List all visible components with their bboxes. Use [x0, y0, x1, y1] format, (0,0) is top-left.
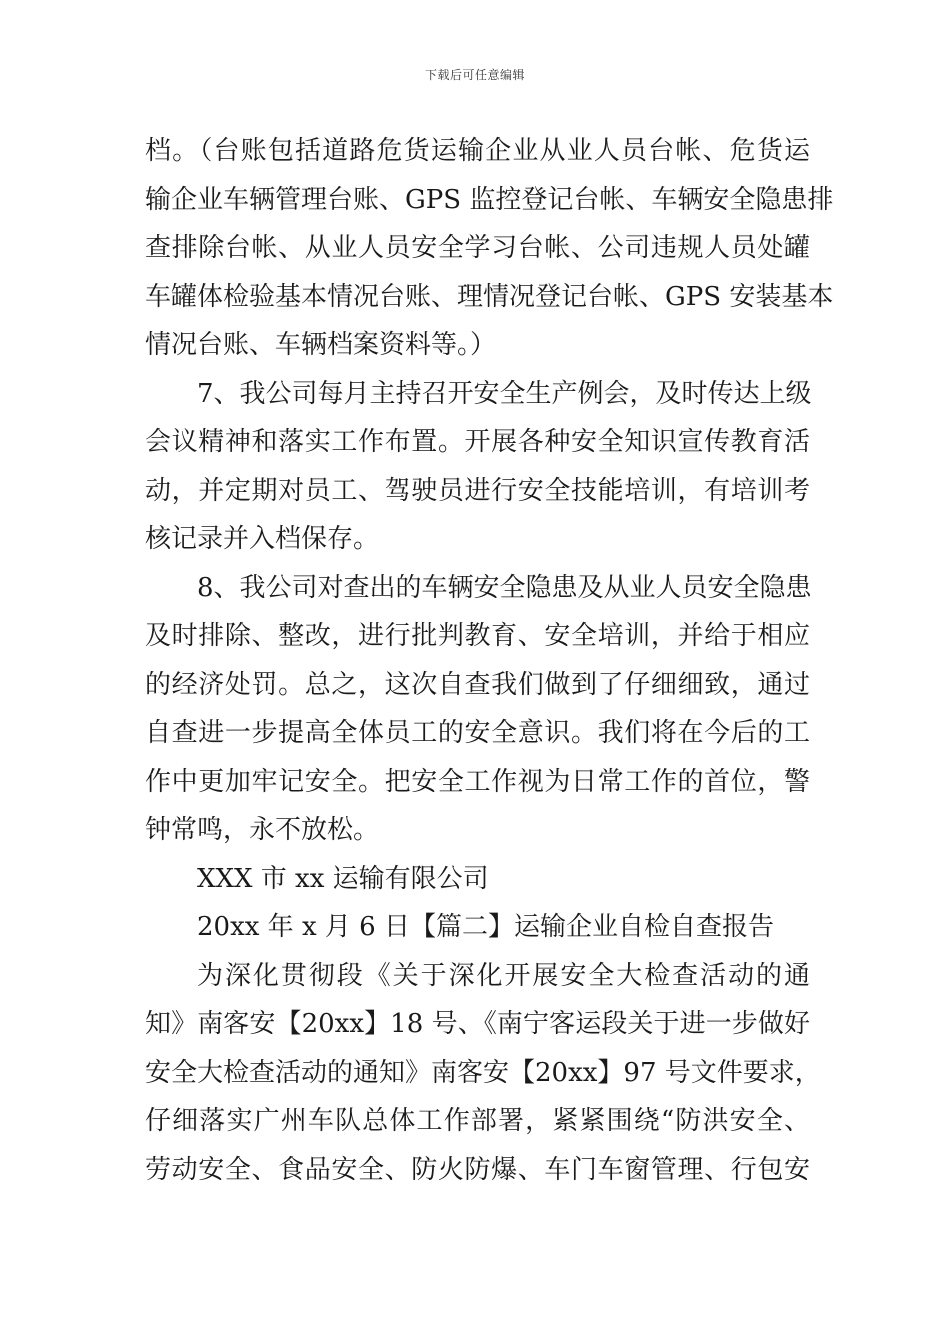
text-line: 车罐体检验基本情况台账、理情况登记台帐、GPS 安装基本 [145, 281, 834, 312]
text-line: 动，并定期对员工、驾驶员进行安全技能培训，有培训考 [145, 475, 810, 506]
date-and-section-title: 20xx 年 x 月 6 日【篇二】运输企业自检自查报告 [197, 912, 774, 942]
company-name: XXX 市 xx 运输有限公司 [197, 863, 489, 894]
text-line: 会议精神和落实工作布置。开展各种安全知识宣传教育活 [145, 427, 810, 457]
document-body [145, 127, 834, 1194]
text-line: 输企业车辆管理台账、GPS 监控登记台帐、车辆安全隐患排 [145, 184, 834, 215]
text-line: 8、我公司对查出的车辆安全隐患及从业人员安全隐患 [197, 572, 812, 603]
text-line: 档。（台账包括道路危货运输企业从业人员台帐、危货运 [145, 136, 810, 166]
text-line: 劳动安全、食品安全、防火防爆、车门车窗管理、行包安 [145, 1154, 810, 1185]
text-line: 及时排除、整改，进行批判教育、安全培训，并给于相应 [145, 621, 810, 651]
text-line: 的经济处罚。总之，这次自查我们做到了仔细细致，通过 [145, 669, 810, 700]
page-header: 下载后可任意编辑 [424, 68, 525, 82]
text-line: 核记录并入档保存。 [145, 524, 380, 554]
text-line: 钟常鸣，永不放松。 [145, 815, 380, 845]
text-line: 自查进一步提高全体员工的安全意识。我们将在今后的工 [145, 718, 810, 748]
text-line: 为深化贯彻段《关于深化开展安全大检查活动的通 [197, 960, 810, 991]
text-line: 安全大检查活动的通知》南客安【20xx】97 号文件要求， [145, 1057, 821, 1088]
text-line: 查排除台帐、从业人员安全学习台帐、公司违规人员处罐 [145, 233, 810, 263]
text-line: 作中更加牢记安全。把安全工作视为日常工作的首位，警 [145, 766, 810, 797]
text-line: 仔细落实广州车队总体工作部署，紧紧围绕“防洪安全、 [145, 1106, 810, 1136]
text-line: 知》南客安【20xx】18 号、《南宁客运段关于进一步做好 [145, 1009, 810, 1039]
text-line: 7、我公司每月主持召开安全生产例会，及时传达上级 [197, 378, 812, 409]
text-line: 情况台账、车辆档案资料等。） [145, 330, 497, 360]
